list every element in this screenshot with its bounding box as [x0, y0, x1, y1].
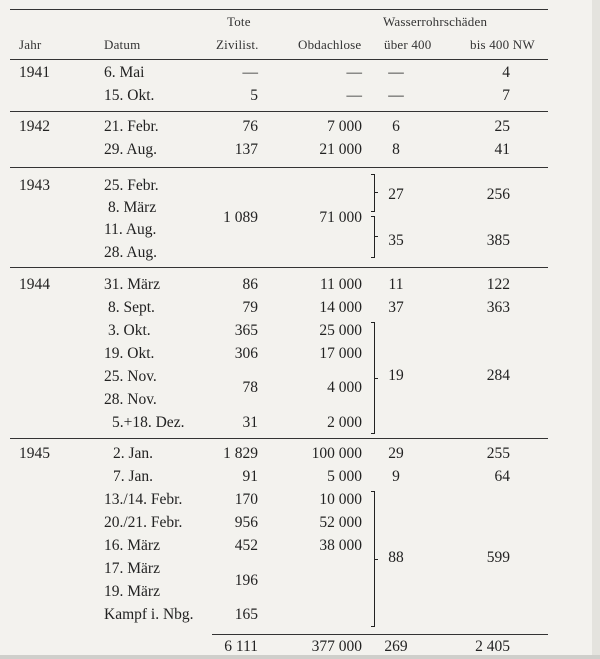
date-cell: 17. März — [104, 560, 160, 577]
dead-cell: 956 — [234, 514, 258, 531]
homeless-cell: — — [346, 87, 362, 104]
homeless-cell-merged: 71 000 — [319, 209, 362, 226]
dead-cell: 165 — [234, 606, 258, 623]
date-cell: 7. Jan. — [113, 468, 154, 485]
dead-cell-merged: 1 089 — [223, 209, 258, 226]
date-cell: 6. Mai — [104, 64, 145, 81]
year-1941: 1941 — [19, 64, 50, 81]
scan-edge — [0, 655, 600, 659]
homeless-cell: 14 000 — [319, 299, 362, 316]
water-over-cell: 88 — [388, 549, 404, 566]
date-cell: 16. März — [104, 537, 160, 554]
header-rule — [10, 59, 548, 60]
date-cell: 20./21. Febr. — [104, 514, 183, 531]
homeless-cell-merged: 4 000 — [327, 379, 362, 396]
water-upto-cell: 599 — [486, 549, 510, 566]
homeless-cell: 100 000 — [311, 445, 362, 462]
homeless-cell: — — [346, 64, 362, 81]
dead-cell: 137 — [234, 141, 258, 158]
water-over-cell: 11 — [388, 276, 404, 293]
header-year: Jahr — [19, 37, 42, 52]
dead-cell: 86 — [242, 276, 258, 293]
water-over-cell: 19 — [388, 367, 404, 384]
dead-cell: 5 — [250, 87, 258, 104]
year-1945: 1945 — [19, 445, 50, 462]
water-over-cell: 37 — [388, 299, 404, 316]
water-over-cell: 6 — [392, 118, 400, 135]
dead-cell-merged: 78 — [242, 379, 258, 396]
homeless-cell: 5 000 — [327, 468, 362, 485]
homeless-cell: 2 000 — [327, 414, 362, 431]
water-over-cell: — — [388, 87, 404, 104]
water-over-cell: 29 — [388, 445, 404, 462]
header-dead-line2: Zivilist. — [216, 37, 259, 52]
water-upto-cell: 64 — [494, 468, 510, 485]
water-upto-cell: 256 — [486, 186, 510, 203]
totals-rule — [212, 634, 548, 635]
top-rule — [10, 9, 548, 10]
dead-cell-merged: 196 — [234, 572, 258, 589]
group-rule — [10, 111, 548, 112]
water-over-cell: 27 — [388, 186, 404, 203]
water-upto-cell: 255 — [486, 445, 510, 462]
date-cell: 8. Sept. — [108, 299, 155, 316]
date-cell: 29. Aug. — [104, 141, 157, 158]
homeless-cell: 11 000 — [319, 276, 362, 293]
group-rule — [10, 267, 548, 268]
total-water-upto: 2 405 — [475, 638, 510, 655]
date-cell: 21. Febr. — [104, 118, 159, 135]
dead-cell: 1 829 — [223, 445, 258, 462]
group-rule — [10, 438, 548, 439]
dead-cell: 306 — [234, 345, 258, 362]
homeless-cell: 52 000 — [319, 514, 362, 531]
date-cell: 19. März — [104, 583, 160, 600]
water-upto-cell: 122 — [486, 276, 510, 293]
water-upto-cell: 284 — [486, 367, 510, 384]
header-homeless: Obdachlose — [298, 37, 362, 52]
date-cell: 31. März — [104, 276, 160, 293]
dead-cell: 76 — [242, 118, 258, 135]
total-homeless: 377 000 — [311, 638, 362, 655]
date-cell: 25. Nov. — [104, 368, 157, 385]
water-upto-cell: 41 — [494, 141, 510, 158]
header-date: Datum — [104, 37, 141, 52]
water-over-cell: 8 — [392, 141, 400, 158]
dead-cell: 91 — [242, 468, 258, 485]
date-cell: 13./14. Febr. — [104, 491, 183, 508]
date-cell: 2. Jan. — [113, 445, 154, 462]
dead-cell: 452 — [234, 537, 258, 554]
date-cell: 5.+18. Dez. — [112, 414, 185, 431]
dead-cell: 31 — [242, 414, 258, 431]
homeless-cell: 38 000 — [319, 537, 362, 554]
date-cell: 19. Okt. — [104, 345, 155, 362]
homeless-cell: 25 000 — [319, 322, 362, 339]
total-water-over: 269 — [384, 638, 408, 655]
date-cell: 28. Aug. — [104, 244, 157, 261]
header-dead-line1: Tote — [227, 14, 251, 29]
group-rule — [10, 167, 548, 168]
date-cell: 11. Aug. — [104, 221, 157, 238]
water-over-cell: 35 — [388, 232, 404, 249]
date-cell: Kampf i. Nbg. — [104, 606, 194, 623]
homeless-cell: 7 000 — [327, 118, 362, 135]
scan-edge — [592, 0, 600, 659]
homeless-cell: 21 000 — [319, 141, 362, 158]
dead-cell: — — [242, 64, 258, 81]
water-upto-cell: 25 — [494, 118, 510, 135]
header-water-group: Wasserrohrschäden — [383, 14, 488, 29]
dead-cell: 170 — [234, 491, 258, 508]
homeless-cell: 17 000 — [319, 345, 362, 362]
dead-cell: 365 — [234, 322, 258, 339]
total-dead: 6 111 — [224, 638, 258, 655]
year-1942: 1942 — [19, 118, 50, 135]
date-cell: 8. März — [108, 199, 157, 216]
dead-cell: 79 — [242, 299, 258, 316]
water-upto-cell: 363 — [486, 299, 510, 316]
header-water-over: über 400 — [384, 37, 432, 52]
year-1943: 1943 — [19, 177, 50, 194]
header-water-upto: bis 400 NW — [470, 37, 535, 52]
water-upto-cell: 4 — [502, 64, 510, 81]
homeless-cell: 10 000 — [319, 491, 362, 508]
water-over-cell: 9 — [392, 468, 400, 485]
date-cell: 25. Febr. — [104, 177, 159, 194]
water-upto-cell: 385 — [486, 232, 510, 249]
date-cell: 28. Nov. — [104, 391, 157, 408]
date-cell: 15. Okt. — [104, 87, 155, 104]
water-over-cell: — — [388, 64, 404, 81]
water-upto-cell: 7 — [502, 87, 510, 104]
date-cell: 3. Okt. — [108, 322, 151, 339]
year-1944: 1944 — [19, 276, 50, 293]
